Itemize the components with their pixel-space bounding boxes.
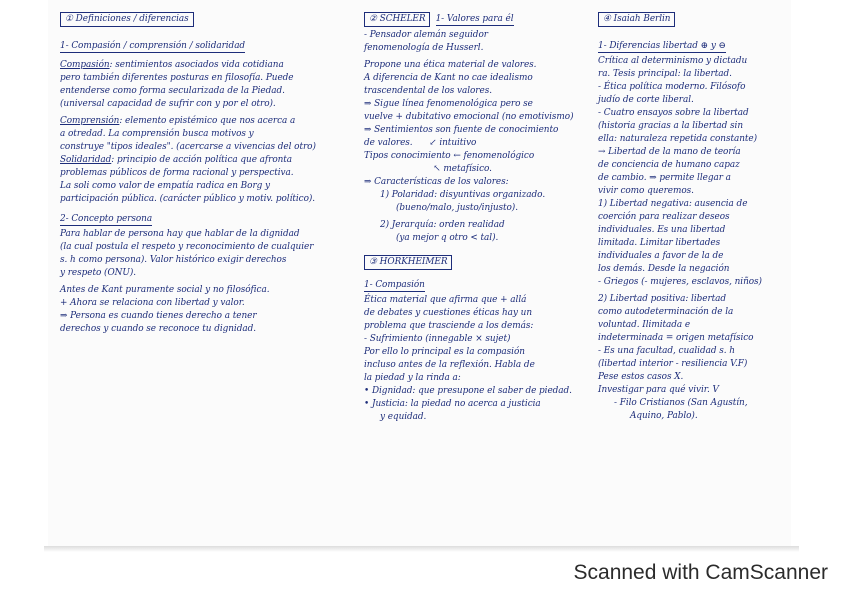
libertad-heading: 1- Diferencias libertad ⊕ y ⊖: [598, 41, 726, 51]
negativa-line-2: coerción para realizar deseos: [598, 212, 730, 222]
negativa-line-4: limitada. Limitar libertades: [598, 238, 721, 248]
horkheimer-line-1: Ética material que afirma que + allá: [364, 295, 527, 305]
positiva-line-10: Aquino, Pablo).: [630, 411, 698, 421]
negativa-line-1: 1) Libertad negativa: ausencia de: [598, 199, 748, 209]
etica-line-5: vuelve + dubitativo emocional (no emotivismo): [364, 112, 574, 122]
polaridad-line-2: (bueno/malo, justo/injusto).: [396, 203, 518, 213]
etica-line-2: A diferencia de Kant no cae idealismo: [364, 73, 533, 83]
camscanner-watermark: Scanned with CamScanner: [573, 561, 828, 584]
solidaridad-line-3: La soli como valor de empatía radica en Borg y: [60, 181, 271, 191]
etica-line-7: de valores. ↙ intuitivo: [364, 138, 477, 148]
compasion-line-2: pero también diferentes posturas en filosofía. Puede: [60, 73, 294, 83]
etica-line-8: Tipos conocimiento ← fenomenológico: [364, 151, 535, 161]
valores-line-2: fenomenología de Husserl.: [364, 43, 484, 53]
comprension-line-2: a otredad. La comprensión busca motivos y: [60, 129, 254, 139]
intro-line-9: de conciencia de humano capaz: [598, 160, 740, 170]
positiva-line-4: indeterminada = origen metafísico: [598, 333, 754, 343]
etica-line-9: ↖ metafísico.: [364, 164, 492, 174]
positiva-line-2: como autodeterminación de la: [598, 307, 734, 317]
persona-heading: 2- Concepto persona: [60, 214, 153, 224]
persona-line-1: Para hablar de persona hay que hablar de la dignidad: [60, 229, 300, 239]
horkheimer-heading: 1- Compasión: [364, 280, 425, 290]
jerarquia-line-2: (ya mejor q otro < tal).: [396, 233, 499, 243]
column-isaiah-berlin: [598, 6, 788, 423]
persona-line-3: s. h como persona). Valor histórico exigir derechos: [60, 255, 287, 265]
caracteristicas-line: ⇒ Características de los valores:: [364, 177, 509, 187]
intro-line-2: ra. Tesis principal: la libertad.: [598, 69, 732, 79]
positiva-line-9: - Filo Cristianos (San Agustín,: [614, 398, 748, 408]
intro-line-11: vivir como queremos.: [598, 186, 694, 196]
positiva-line-1: 2) Libertad positiva: libertad: [598, 294, 727, 304]
valores-line-1: - Pensador alemán seguidor: [364, 30, 488, 40]
solidaridad-line-1: Solidaridad: principio de acción política que afronta: [60, 155, 293, 165]
negativa-line-6: los demás. Desde la negación: [598, 264, 730, 274]
negativa-line-7: - Griegos (- mujeres, esclavos, niños): [598, 277, 762, 287]
compasion-line-3: entenderse como forma secularizada de la Piedad.: [60, 86, 285, 96]
horkheimer-line-10: y equidad.: [380, 412, 427, 422]
kant-line-4: derechos y cuando se reconoce tu dignidad.: [60, 324, 256, 334]
solidaridad-line-2: problemas públicos de forma racional y perspectiva.: [60, 168, 294, 178]
column-scheler-horkheimer: [364, 6, 598, 424]
kant-line-1: Antes de Kant puramente social y no filosófica.: [60, 285, 270, 295]
intro-line-5: - Cuatro ensayos sobre la libertad: [598, 108, 749, 118]
etica-line-6: ⇒ Sentimientos son fuente de conocimiento: [364, 125, 559, 135]
solidaridad-term: Solidaridad: [60, 155, 112, 165]
horkheimer-line-8: • Dignidad: que presupone el saber de piedad.: [364, 386, 572, 396]
solidaridad-line-4: participación pública. (carácter público y motiv. político).: [60, 194, 316, 204]
col1-title: ① Definiciones / diferencias: [60, 12, 194, 27]
positiva-line-6: (libertad interior - resiliencia V.F): [598, 359, 748, 369]
negativa-line-5: individuales a favor de la de: [598, 251, 724, 261]
compasion-line-1: Compasión: sentimientos asociados vida cotidiana: [60, 60, 284, 70]
kant-line-3: ⇒ Persona es cuando tienes derecho a tener: [60, 311, 257, 321]
etica-line-4: ⇒ Sigue línea fenomenológica pero se: [364, 99, 533, 109]
intro-line-10: de cambio. ⇒ permite llegar a: [598, 173, 731, 183]
intro-line-3: - Ética política moderno. Filósofo: [598, 82, 746, 92]
intro-line-8: → Libertad de la mano de teoría: [598, 147, 741, 157]
etica-line-3: trascendental de los valores.: [364, 86, 492, 96]
col3-title: ④ Isaiah Berlin: [598, 12, 675, 27]
horkheimer-line-2: de debates y cuestiones éticas hay un: [364, 308, 532, 318]
comprension-line-3: construye "tipos ideales". (acercarse a vivencias del otro): [60, 142, 316, 152]
valores-heading: 1- Valores para él: [435, 14, 514, 24]
intro-line-1: Crítica al determinismo y dictadu: [598, 56, 748, 66]
negativa-line-3: individuales. Es una libertad: [598, 225, 726, 235]
horkheimer-line-9: • Justicia: la piedad no acerca a justicia: [364, 399, 541, 409]
page-edge-shadow: [44, 546, 799, 552]
intro-line-6: (historia gracias a la libertad sin: [598, 121, 743, 131]
horkheimer-line-5: Por ello lo principal es la compasión: [364, 347, 525, 357]
compasion-line-4: (universal capacidad de sufrir con y por el otro).: [60, 99, 276, 109]
horkheimer-line-6: incluso antes de la reflexión. Habla de: [364, 360, 535, 370]
comprension-term: Comprensión: [60, 116, 120, 126]
intro-line-4: judío de corte liberal.: [598, 95, 694, 105]
col2-title: ② SCHELER: [364, 12, 430, 27]
etica-line-1: Propone una ética material de valores.: [364, 60, 537, 70]
horkheimer-line-4: - Sufrimiento (innegable × sujet): [364, 334, 511, 344]
horkheimer-line-3: problema que trasciende a los demás:: [364, 321, 534, 331]
kant-line-2: + Ahora se relaciona con libertad y valor.: [60, 298, 245, 308]
intro-line-7: ella: naturaleza repetida constante): [598, 134, 757, 144]
column-definiciones: [60, 6, 364, 336]
positiva-line-8: Investigar para qué vivir. V: [598, 385, 719, 395]
comprension-line-1: Comprensión: elemento epistémico que nos acerca a: [60, 116, 296, 126]
horkheimer-line-7: la piedad y la rinda a:: [364, 373, 461, 383]
positiva-line-5: - Es una facultad, cualidad s. h: [598, 346, 735, 356]
compasion-heading: 1- Compasión / comprensión / solidaridad: [60, 41, 246, 51]
positiva-line-7: Pese estos casos X.: [598, 372, 684, 382]
persona-line-2: (la cual postula el respeto y reconocimiento de cualquier: [60, 242, 314, 252]
persona-line-4: y respeto (ONU).: [60, 268, 137, 278]
polaridad-line-1: 1) Polaridad: disyuntivas organizado.: [380, 190, 546, 200]
positiva-line-3: voluntad. Ilimitada e: [598, 320, 691, 330]
compasion-term: Compasión: [60, 60, 110, 70]
jerarquia-line-1: 2) Jerarquía: orden realidad: [380, 220, 505, 230]
col2-title-horkheimer: ③ HORKHEIMER: [364, 255, 452, 270]
scanned-notes-page: [48, 0, 791, 548]
